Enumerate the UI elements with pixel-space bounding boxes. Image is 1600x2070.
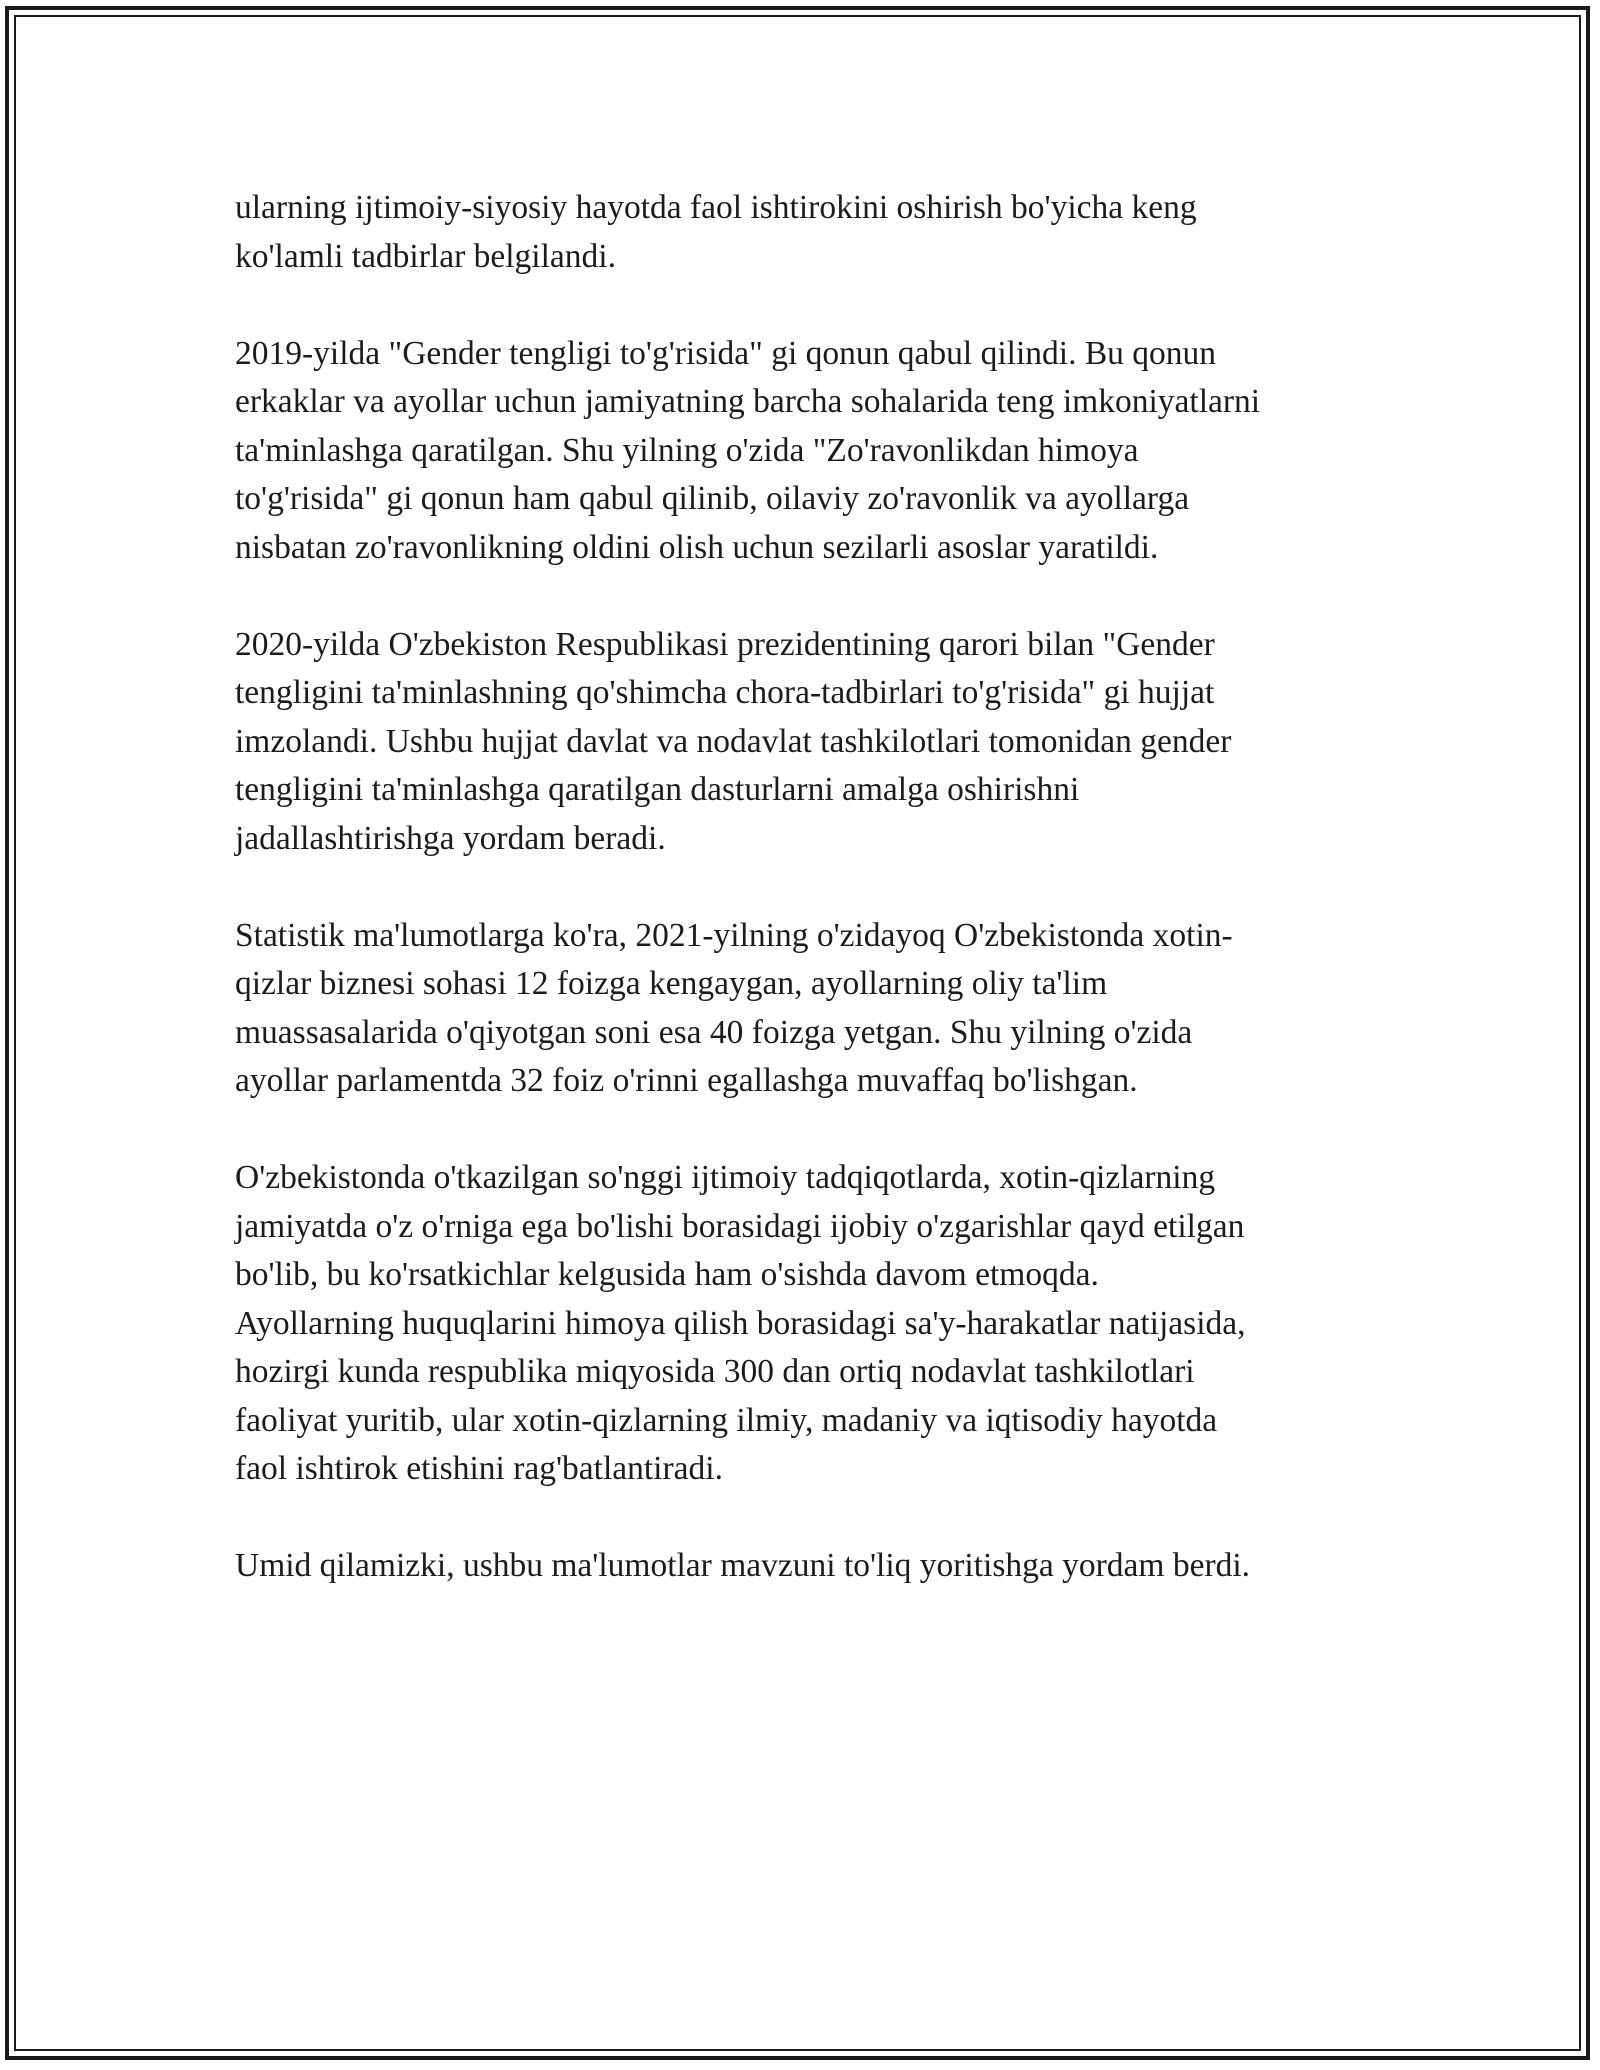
- paragraph-6: [235, 1542, 1375, 1591]
- text-line: Ayollarning huquqlarini himoya qilish borasidagi sa'y-harakatlar natijasida,: [235, 1304, 1246, 1342]
- text-line: 2020-yilda O'zbekiston Respublikasi prezidentining qarori bilan "Gender: [235, 625, 1215, 663]
- text-line: O'zbekistonda o'tkazilgan so'nggi ijtimoiy tadqiqotlarda, xotin-qizlarning: [235, 1159, 1216, 1196]
- text-line: bo'lib, bu ko'rsatkichlar kelgusida ham o'sishda davom etmoqda.: [235, 1256, 1099, 1293]
- text-line: qizlar biznesi sohasi 12 foizga kengaygan, ayollarning oliy ta'lim: [235, 965, 1108, 1002]
- paragraph-4: [235, 912, 1375, 1106]
- paragraph-2: [235, 330, 1375, 573]
- text-line: muassasalarida o'qiyotgan soni esa 40 foizga yetgan. Shu yilning o'zida: [235, 1013, 1193, 1051]
- text-line: ko'lamli tadbirlar belgilandi.: [235, 237, 616, 275]
- text-line: tengligini ta'minlashning qo'shimcha chora-tadbirlari to'g'risida" gi hujjat: [235, 674, 1215, 711]
- paragraph-3: [235, 621, 1375, 864]
- text-line: jamiyatda o'z o'rniga ega bo'lishi borasidagi ijobiy o'zgarishlar qayd etilgan: [235, 1207, 1245, 1245]
- text-line: jadallashtirishga yordam beradi.: [235, 819, 666, 857]
- text-line: tengligini ta'minlashga qaratilgan dasturlarni amalga oshirishni: [235, 771, 1080, 808]
- text-line: 2019-yilda "Gender tengligi to'g'risida" gi qonun qabul qilindi. Bu qonun: [235, 334, 1217, 372]
- text-line: faoliyat yuritib, ular xotin-qizlarning ilmiy, madaniy va iqtisodiy hayotda: [235, 1401, 1218, 1439]
- text-line: faol ishtirok etishini rag'batlantiradi.: [235, 1450, 723, 1487]
- text-line: ayollar parlamentda 32 foiz o'rinni egallashga muvaffaq bo'lishgan.: [235, 1062, 1138, 1099]
- paragraph-1: [235, 184, 1375, 281]
- text-line: nisbatan zo'ravonlikning oldini olish uchun sezilarli asoslar yaratildi.: [235, 528, 1159, 566]
- text-line: Umid qilamizki, ushbu ma'lumotlar mavzuni to'liq yoritishga yordam berdi.: [235, 1547, 1251, 1584]
- paragraph-5: [235, 1154, 1375, 1494]
- document-body: [235, 184, 1375, 1591]
- text-line: imzolandi. Ushbu hujjat davlat va nodavlat tashkilotlari tomonidan gender: [235, 722, 1232, 760]
- text-line: hozirgi kunda respublika miqyosida 300 dan ortiq nodavlat tashkilotlari: [235, 1353, 1195, 1390]
- text-line: erkaklar va ayollar uchun jamiyatning barcha sohalarida teng imkoniyatlarni: [235, 383, 1261, 420]
- text-line: ularning ijtimoiy-siyosiy hayotda faol ishtirokini oshirish bo'yicha keng: [235, 189, 1197, 226]
- text-line: to'g'risida" gi qonun ham qabul qilinib, oilaviy zo'ravonlik va ayollarga: [235, 480, 1190, 517]
- text-line: ta'minlashga qaratilgan. Shu yilning o'zida "Zo'ravonlikdan himoya: [235, 431, 1139, 469]
- text-line: Statistik ma'lumotlarga ko'ra, 2021-yilning o'zidayoq O'zbekistonda xotin-: [235, 916, 1233, 954]
